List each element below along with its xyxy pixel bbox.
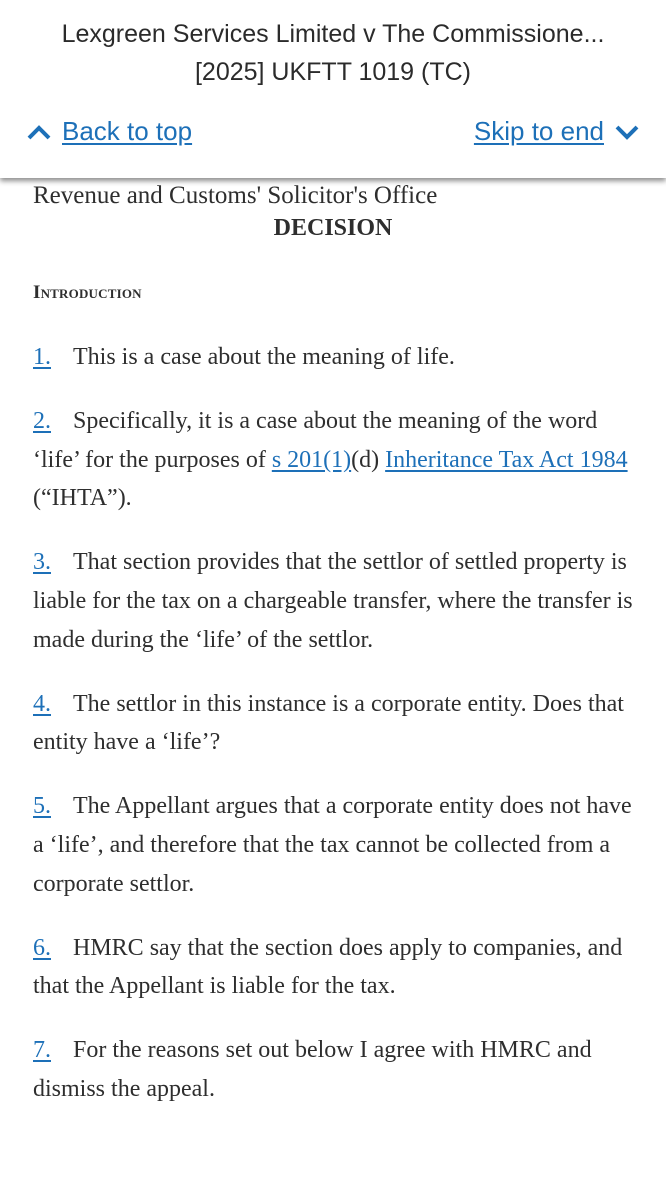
neutral-citation: [2025] UKFTT 1019 (TC) bbox=[194, 58, 472, 86]
paragraph-number-link[interactable]: 4. bbox=[33, 690, 51, 717]
paragraph-text: That section provides that the settlor of settled property is liable for the tax on a chargeable transfer, where the transfer is made during the ‘life’ of the settlor. bbox=[33, 549, 633, 653]
sticky-header bbox=[0, 0, 666, 178]
decision-heading: DECISION bbox=[273, 215, 393, 241]
paragraph-number-link[interactable]: 7. bbox=[33, 1037, 51, 1064]
skip-to-end-label[interactable]: Skip to end bbox=[473, 116, 604, 146]
paragraph-text: Specifically, it is a case about the meaning of the word ‘life’ for the purposes of bbox=[33, 408, 598, 473]
section-heading: Introduction bbox=[33, 282, 142, 303]
paragraph-text: The settlor in this instance is a corporate entity. Does that entity have a ‘life’? bbox=[33, 690, 624, 756]
paragraph-7 bbox=[33, 1031, 638, 1108]
paragraph-5 bbox=[33, 787, 638, 903]
paragraph-6 bbox=[33, 929, 638, 1006]
paragraph-4 bbox=[33, 685, 638, 762]
paragraph-text: HMRC say that the section does apply to companies, and that the Appellant is liable for the tax. bbox=[33, 934, 623, 1000]
paragraph-text: (“IHTA”). bbox=[33, 485, 132, 512]
paragraph-number-link[interactable]: 5. bbox=[33, 793, 51, 820]
paragraph-number-link[interactable]: 2. bbox=[33, 408, 51, 435]
paragraph-number-link[interactable]: 6. bbox=[33, 934, 51, 961]
paragraph-list bbox=[33, 338, 638, 1134]
paragraph-text: The Appellant argues that a corporate entity does not have a ‘life’, and therefore that the tax cannot be collected from a corporate settlor. bbox=[33, 793, 632, 897]
paragraph-number-link[interactable]: 3. bbox=[33, 549, 51, 576]
legislation-link[interactable]: Inheritance Tax Act 1984 bbox=[385, 446, 628, 473]
paragraph-3 bbox=[33, 543, 638, 659]
back-to-top-link[interactable] bbox=[26, 116, 192, 147]
paragraph-text: (d) bbox=[351, 446, 386, 473]
obscured-text: Revenue and Customs' Solicitor's Office bbox=[33, 182, 438, 209]
skip-to-end-link[interactable] bbox=[474, 116, 640, 147]
paragraph-2 bbox=[33, 402, 638, 518]
paragraph-text: This is a case about the meaning of life. bbox=[73, 344, 455, 370]
paragraph-number-link[interactable]: 1. bbox=[33, 344, 51, 370]
paragraph-text: For the reasons set out below I agree with HMRC and dismiss the appeal. bbox=[33, 1037, 592, 1102]
document-title: Lexgreen Services Limited v The Commissione... bbox=[61, 20, 605, 48]
section-link[interactable]: s 201(1) bbox=[271, 446, 352, 473]
back-to-top-label[interactable]: Back to top bbox=[62, 116, 193, 146]
chevron-down-icon bbox=[614, 122, 640, 142]
chevron-up-icon bbox=[26, 122, 52, 142]
paragraph-1 bbox=[33, 338, 638, 377]
